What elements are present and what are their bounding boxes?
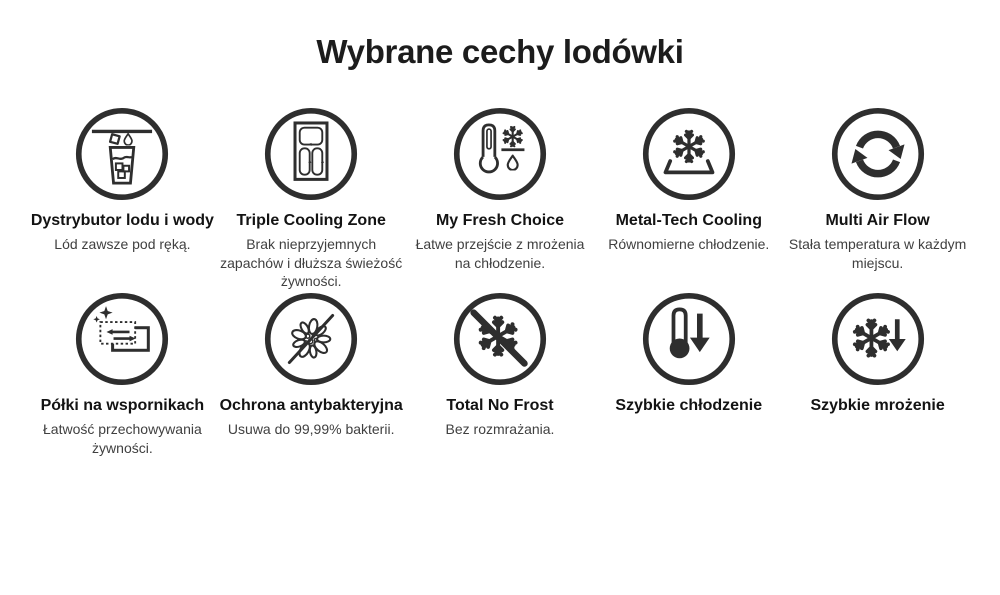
feature-title: Ochrona antybakteryjna — [219, 397, 403, 414]
feature-card-fast-freezing — [783, 292, 972, 477]
feature-title: Multi Air Flow — [825, 212, 930, 229]
feature-description: Stała temperatura w każdym miejscu. — [788, 236, 967, 271]
feature-description: Usuwa do 99,99% bakterii. — [227, 421, 395, 438]
page-title: Wybrane cechy lodówki — [316, 33, 684, 70]
no-frost-icon — [453, 292, 547, 386]
features-grid — [28, 107, 972, 477]
feature-title: Total No Frost — [446, 397, 554, 414]
feature-description: Łatwość przechowywania żywności. — [43, 421, 202, 456]
air-circulation-arrows-icon — [831, 107, 925, 201]
fast-freezing-icon — [831, 292, 925, 386]
feature-card-metal-tech-cooling — [594, 107, 783, 292]
feature-title: Triple Cooling Zone — [236, 212, 386, 229]
feature-description: Łatwe przejście z mrożenia na chłodzenie. — [415, 236, 585, 271]
feature-description: Równomierne chłodzenie. — [608, 236, 770, 253]
sliding-shelf-icon — [75, 292, 169, 386]
metal-cooling-plate-icon — [642, 107, 736, 201]
feature-title: My Fresh Choice — [435, 212, 564, 229]
feature-title: Półki na wspornikach — [40, 397, 205, 414]
feature-description: Bez rozmrażania. — [445, 421, 555, 438]
feature-card-my-fresh-choice — [406, 107, 595, 292]
feature-title: Metal-Tech Cooling — [615, 212, 762, 229]
ice-water-dispenser-icon — [75, 107, 169, 201]
feature-description: Lód zawsze pod ręką. — [54, 236, 191, 253]
feature-card-shelves — [28, 292, 217, 477]
feature-card-total-no-frost — [406, 292, 595, 477]
feature-card-ice-water-dispenser — [28, 107, 217, 292]
feature-card-triple-cooling-zone — [217, 107, 406, 292]
feature-title: Szybkie chłodzenie — [615, 397, 763, 414]
features-row-1 — [28, 107, 972, 292]
feature-title: Szybkie mrożenie — [810, 397, 945, 414]
feature-card-multi-air-flow — [783, 107, 972, 292]
feature-card-fast-cooling — [594, 292, 783, 477]
feature-card-antibacterial — [217, 292, 406, 477]
feature-title: Dystrybutor lodu i wody — [30, 212, 214, 229]
feature-description: Brak nieprzyjemnych zapachów i dłuższa świeżość żywności. — [220, 236, 403, 290]
no-bacteria-icon — [264, 292, 358, 386]
fast-cooling-icon — [642, 292, 736, 386]
features-row-2 — [28, 292, 972, 477]
freeze-to-fridge-convert-icon — [453, 107, 547, 201]
triple-cooling-zone-icon — [264, 107, 358, 201]
